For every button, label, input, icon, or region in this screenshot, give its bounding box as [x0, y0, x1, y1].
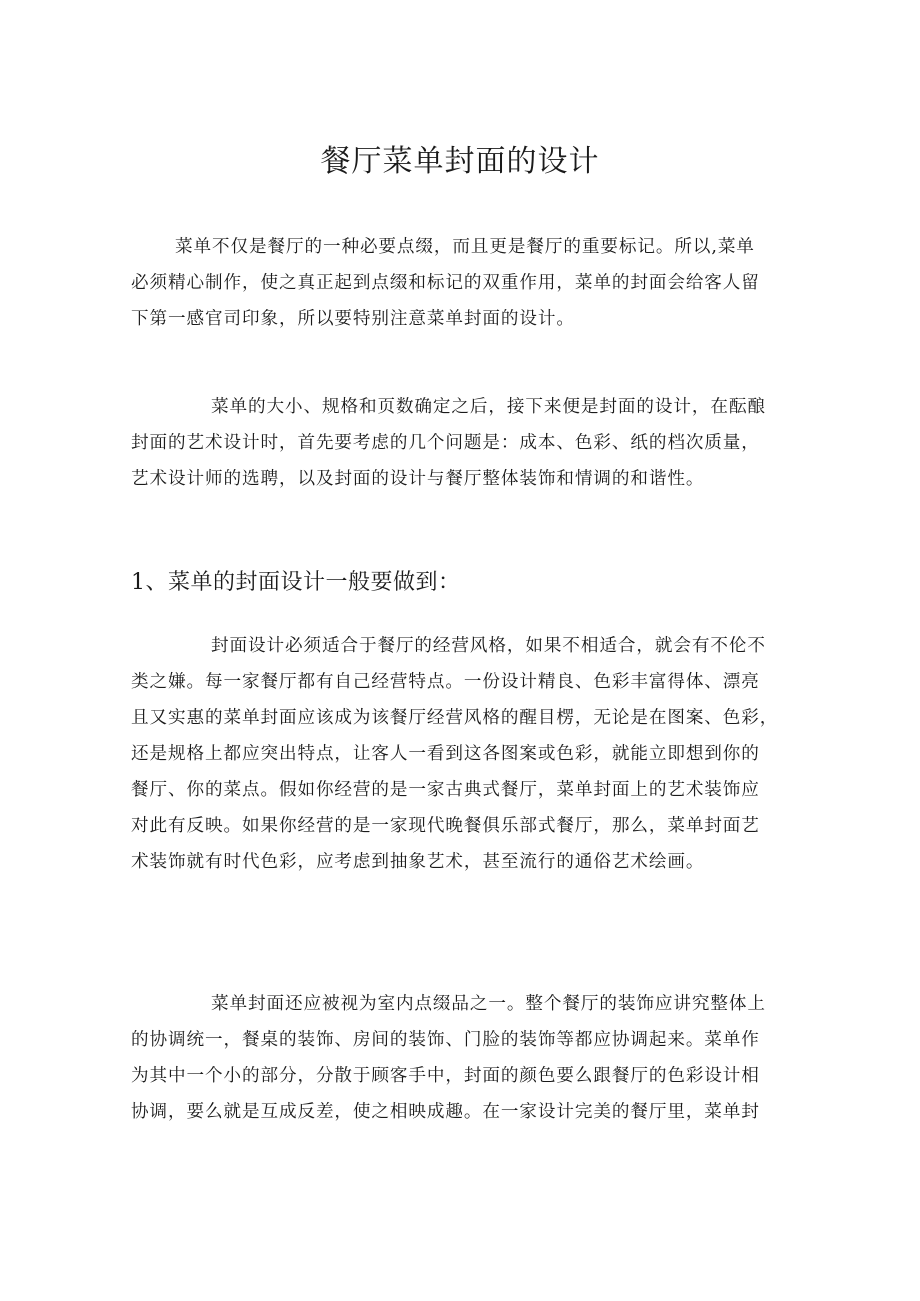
- intro-paragraph: [131, 229, 816, 337]
- page-title: 餐厅菜单封面的设计: [320, 144, 600, 179]
- section-1-p1-line-2: 类之嫌。每一家餐厅都有自己经营特点。一份设计精良、色彩丰富得体、漂亮: [131, 672, 760, 692]
- intro-line-2: 必须精心制作，使之真正起到点缀和标记的双重作用，菜单的封面会给客人留: [131, 273, 760, 293]
- section-1-p1-line-7: 术装饰就有时代色彩，应考虑到抽象艺术，甚至流行的通俗艺术绘画。: [131, 852, 705, 872]
- section-1-p2-line-2: 的协调统一，餐桌的装饰、房间的装饰、门脸的装饰等都应协调起来。菜单作: [131, 1030, 760, 1050]
- paragraph-2-line-3: 艺术设计师的选聘，以及封面的设计与餐厅整体装饰和情调的和谐性。: [131, 469, 705, 489]
- section-1-p1-line-5: 餐厅、你的菜点。假如你经营的是一家古典式餐厅，菜单封面上的艺术装饰应: [131, 780, 760, 800]
- paragraph-2: [131, 389, 816, 497]
- intro-line-3: 下第一感官司印象，所以要特别注意菜单封面的设计。: [131, 309, 575, 329]
- section-1-p1-line-6: 对此有反映。如果你经营的是一家现代晚餐俱乐部式餐厅，那么，菜单封面艺: [131, 816, 760, 836]
- section-1-p1-line-3: 且又实惠的菜单封面应该成为该餐厅经营风格的醒目楞，无论是在图案、色彩，: [131, 708, 779, 728]
- section-1-p1-line-1: 封面设计必须适合于餐厅的经营风格，如果不相适合，就会有不伦不: [211, 636, 766, 656]
- section-1-p2-line-3: 为其中一个小的部分，分散于顾客手中，封面的颜色要么跟餐厅的色彩设计相: [131, 1066, 760, 1086]
- section-1-paragraph-1: [131, 628, 816, 880]
- paragraph-2-line-2: 封面的艺术设计时，首先要考虑的几个问题是：成本、色彩、纸的档次质量，: [131, 433, 760, 453]
- section-1-paragraph-2: [131, 986, 816, 1130]
- section-1-p1-line-4: 还是规格上都应突出特点，让客人一看到这各图案或色彩，就能立即想到你的: [131, 744, 760, 764]
- section-1-heading: 1、菜单的封面设计一般要做到：: [131, 570, 461, 595]
- paragraph-2-line-1: 菜单的大小、规格和页数确定之后，接下来便是封面的设计，在酝酿: [211, 397, 766, 417]
- section-1-p2-line-1: 菜单封面还应被视为室内点缀品之一。整个餐厅的装饰应讲究整体上: [211, 994, 766, 1014]
- section-1-p2-line-4: 协调，要么就是互成反差，使之相映成趣。在一家设计完美的餐厅里，菜单封: [131, 1102, 760, 1122]
- intro-line-1: 菜单不仅是餐厅的一种必要点缀，而且更是餐厅的重要标记。所以,菜单: [175, 237, 755, 257]
